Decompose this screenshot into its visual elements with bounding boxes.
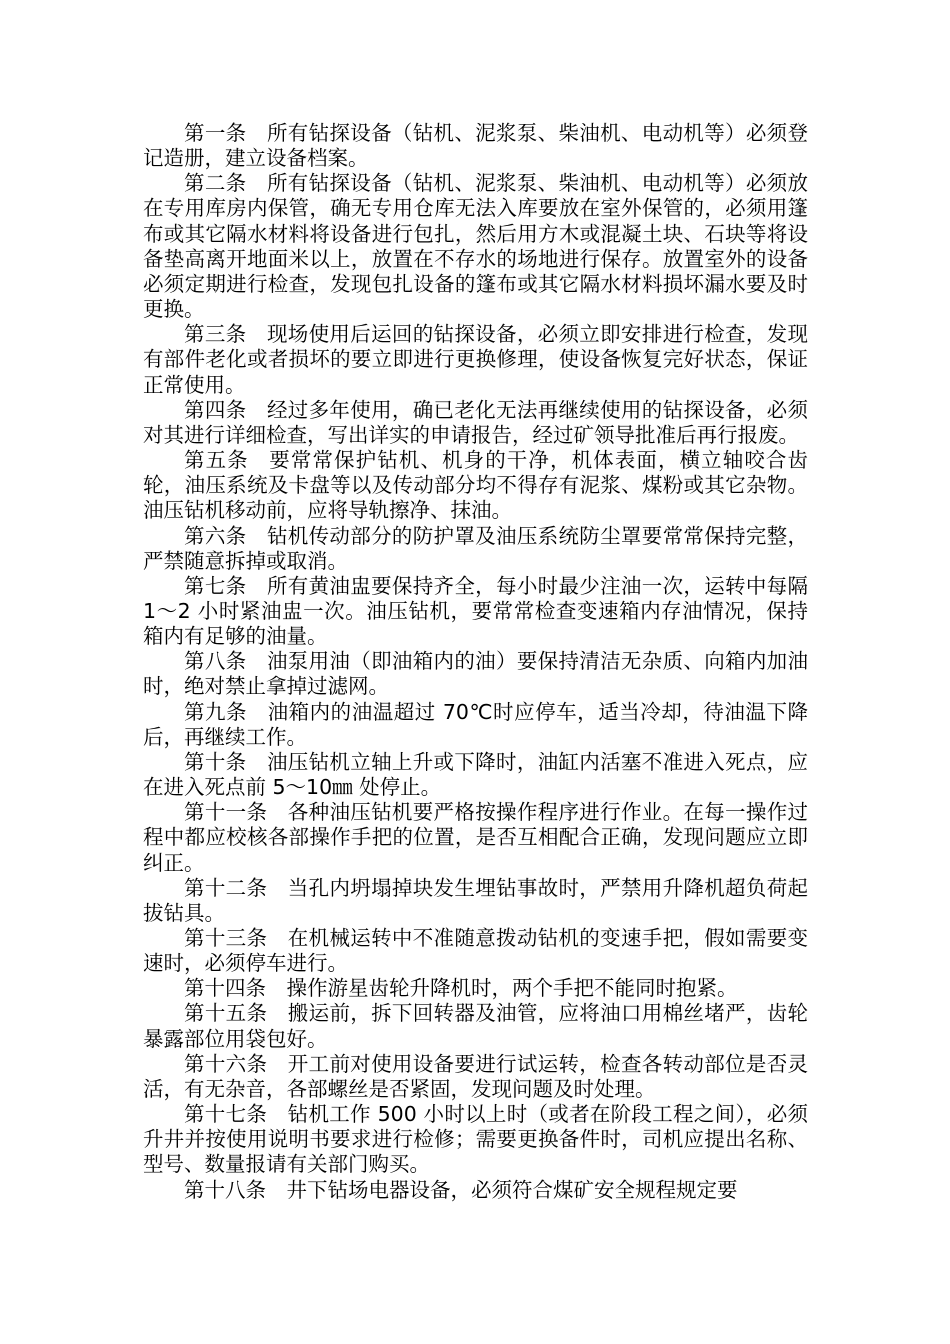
article-8: [143, 649, 808, 699]
article-4: [143, 398, 808, 448]
article-text: 经过多年使用，确已老化无法再继续使用的钻探设备，必须对其进行详细检查，写出详实的申请报告，经过矿领导批准后再行报废。: [143, 397, 809, 447]
article-number: 第十一条: [184, 800, 268, 825]
article-number: 第十二条: [184, 875, 268, 900]
article-number: 第一条: [184, 121, 247, 145]
article-text: 油泵用油（即油箱内的油）要保持清洁无杂质、向箱内加油时，绝对禁止拿掉过滤网。: [143, 649, 809, 699]
article-text: 当孔内坍塌掉块发生埋钻事故时，严禁用升降机超负荷起拔钻具。: [143, 875, 809, 925]
article-number: 第九条: [184, 699, 248, 724]
article-7: [143, 574, 808, 649]
article-2: [143, 171, 808, 322]
article-text: 搬运前，拆下回转器及油管，应将油口用棉丝堵严，齿轮暴露部位用袋包好。: [143, 1001, 809, 1051]
document-body: [143, 121, 808, 1203]
article-text: 油箱内的油温超过 70℃时应停车，适当冷却，待油温下降后，再继续工作。: [143, 699, 808, 749]
article-10: [143, 750, 808, 800]
article-18: [143, 1178, 808, 1203]
article-number: 第七条: [184, 573, 247, 598]
article-number: 第十六条: [184, 1051, 268, 1076]
article-number: 第十四条: [184, 976, 266, 1001]
article-text: 要常常保护钻机、机身的干净，机体表面，横立轴咬合齿轮，油压系统及卡盘等以及传动部分均不得存有泥浆、煤粉或其它杂物。油压钻机移动前，应将导轨擦净、抹油。: [143, 448, 809, 523]
article-number: 第四条: [184, 397, 247, 422]
article-9: [143, 700, 808, 750]
article-number: 第十八条: [184, 1177, 266, 1202]
article-number: 第五条: [184, 448, 249, 473]
article-text: 开工前对使用设备要进行试运转，检查各转动部位是否灵活，有无杂音，各部螺丝是否紧固，发现问题及时处理。: [143, 1051, 809, 1101]
article-number: 第十五条: [184, 1001, 268, 1026]
article-17: [143, 1102, 808, 1177]
article-13: [143, 926, 808, 976]
article-text: 钻机传动部分的防护罩及油压系统防尘罩要常常保持完整，严禁随意拆掉或取消。: [143, 523, 809, 573]
article-text: 各种油压钻机要严格按操作程序进行作业。在每一操作过程中都应校核各部操作手把的位置，是否互相配合正确，发现问题应立即纠正。: [143, 800, 809, 875]
article-number: 第二条: [184, 171, 247, 196]
article-text: 现场使用后运回的钻探设备，必须立即安排进行检查，发现有部件老化或者损坏的要立即进行更换修理，使设备恢复完好状态，保证正常使用。: [143, 322, 809, 397]
article-text: 油压钻机立轴上升或下降时，油缸内活塞不准进入死点，应在进入死点前 5～10㎜ 处停止。: [143, 749, 809, 800]
article-text: 所有黄油盅要保持齐全，每小时最少注油一次，运转中每隔 1～2 小时紧油盅一次。油压钻机，要常常检查变速箱内存油情况，保持箱内有足够的油量。: [143, 573, 809, 649]
article-text: 所有钻探设备（钻机、泥浆泵、柴油机、电动机等）必须登记造册，建立设备档案。: [143, 121, 809, 171]
article-text: 钻机工作 500 小时以上时（或者在阶段工程之间），必须升井并按使用说明书要求进行检修；需要更换备件时，司机应提出名称、型号、数量报请有关部门购买。: [143, 1102, 808, 1177]
article-text: 所有钻探设备（钻机、泥浆泵、柴油机、电动机等）必须放在专用库房内保管，确无专用仓库无法入库要放在室外保管的，必须用篷布或其它隔水材料将设备进行包扎，然后用方木或混凝土块、石块等将设备垫高离开地面米以上，放置在不存水的场地进行保存。放置室外的设备必须定期进行检查，发现包扎设备的篷布或其它隔水材料损坏漏水要及时更换。: [143, 171, 809, 322]
article-15: [143, 1001, 808, 1051]
article-number: 第三条: [184, 322, 247, 347]
article-16: [143, 1052, 808, 1102]
article-number: 第八条: [184, 649, 247, 674]
article-5: [143, 448, 808, 523]
article-number: 第十三条: [184, 926, 268, 950]
article-text: 井下钻场电器设备，必须符合煤矿安全规程规定要: [286, 1177, 738, 1202]
article-12: [143, 876, 808, 926]
article-14: [143, 976, 808, 1001]
article-number: 第十七条: [184, 1102, 268, 1127]
article-11: [143, 800, 808, 875]
article-1: [143, 121, 808, 171]
article-text: 操作游星齿轮升降机时，两个手把不能同时抱紧。: [286, 976, 738, 1001]
article-text: 在机械运转中不准随意拨动钻机的变速手把，假如需要变速时，必须停车进行。: [143, 926, 809, 976]
article-6: [143, 524, 808, 574]
article-number: 第十条: [184, 749, 247, 774]
article-number: 第六条: [184, 523, 247, 548]
article-3: [143, 322, 808, 397]
